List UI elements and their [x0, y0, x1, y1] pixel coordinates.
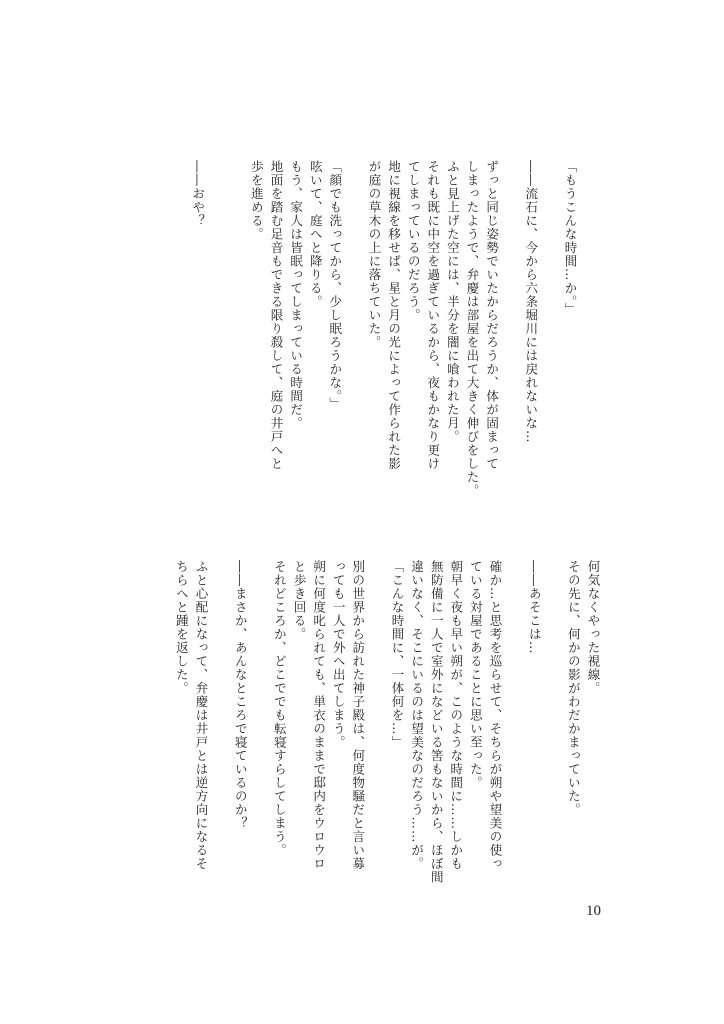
text-line: ――あそこは…: [527, 560, 543, 655]
text-line: と歩き回る。: [292, 560, 307, 641]
text-line: ている対屋であることに思い至った。: [468, 560, 484, 790]
text-line: 確か…と思考を巡らせて、そちらが朔や望美の使っ: [488, 560, 503, 871]
text-line: ちらへと踵を返した。: [174, 560, 190, 695]
text-line: ――流石に、今から六条堀川には戻れないな…: [523, 160, 539, 444]
text-line: っても一人で外へ出てしまう。: [331, 560, 347, 749]
page-number: 10: [586, 903, 601, 919]
text-line: 歩を進める。: [249, 160, 265, 241]
text-line: 何気なくやった視線。: [586, 560, 601, 695]
text-line: 無防備に一人で室外になどいる筈もないから、ほぼ間: [429, 560, 445, 884]
text-line: 呟いて、庭へと降りる。: [308, 160, 324, 309]
text-line: それも既に中空を過ぎているから、夜もかなり更け: [425, 160, 441, 471]
text-line: 違いなく、そこにいるのは望美なのだろう……が。: [409, 560, 425, 871]
text-line: その先に、何かの影がわだかまっていた。: [566, 560, 582, 817]
text-line: 別の世界から訪れた神子殿は、何度物騒だと言い募: [350, 560, 366, 871]
text-line: ――おや？: [190, 160, 206, 228]
text-line: 朝早く夜も早い朔が、このような時間に……しかも: [448, 560, 464, 871]
text-line: が庭の草木の上に落ちていた。: [367, 160, 382, 349]
text-line: 地面を踏む足音もできる限り殺して、庭の井戸へと: [269, 160, 284, 471]
text-line: それどころか、どこででも転寝すらしてしまう。: [272, 560, 288, 857]
text-line: 「顔でも洗ってから、少し眠ろうかな。」: [327, 160, 343, 411]
text-line: 「もうこんな時間…か。」: [563, 160, 578, 316]
text-line: 朔に何度叱られても、単衣のままで邸内をウロウロ: [311, 560, 327, 871]
text-line: 地に視線を移せば、星と月の光によって作られた影: [386, 160, 402, 471]
text-line: てしまっているのだろう。: [406, 160, 422, 322]
text-line: もう、家人は皆眠ってしまっている時間だ。: [288, 160, 304, 430]
text-line: 「こんな時間に、一体何を…」: [390, 560, 405, 749]
text-line: ふと心配になって、弁慶は井戸とは逆方向になるそ: [194, 560, 209, 871]
text-line: ふと見上げた空には、半分を闇に喰われた月。: [445, 160, 461, 444]
text-line: しまったようで、弁慶は部屋を出て大きく伸びをした。: [465, 160, 480, 498]
text-line: ずっと同じ姿勢でいたからだろうか、体が固まって: [484, 160, 500, 471]
text-line: ――まさか、あんなところで寝ているのか？: [233, 560, 249, 830]
